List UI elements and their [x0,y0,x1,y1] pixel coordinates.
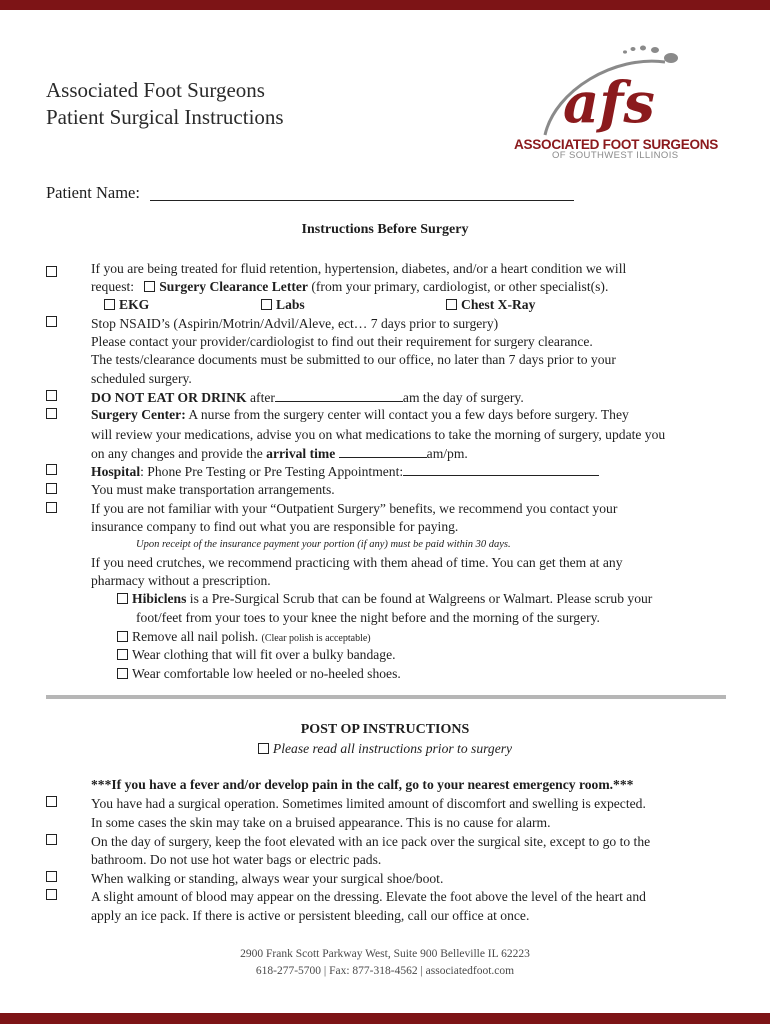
footer-contact: 618-277-5700 | Fax: 877-318-4562 | associatedfoot.com [255,965,515,977]
instruction-text: You have had a surgical operation. Sometimes limited amount of discomfort and swelling is expected. [91,796,646,811]
footer-address: 2900 Frank Scott Parkway West, Suite 900 Belleville IL 62223 [240,948,530,960]
test-checkbox-row: EKG [104,297,149,313]
section-divider [46,695,726,699]
patient-name-label: Patient Name: [46,183,140,202]
instruction-text: When walking or standing, always wear your surgical shoe/boot. [91,871,444,886]
logo-company-subtitle: OF SOUTHWEST ILLINOIS [552,150,679,161]
checkbox-shoes[interactable] [117,668,128,679]
instruction-text: on any changes and provide the arrival time am/pm. [91,446,468,461]
arrival-time-field[interactable] [339,445,427,458]
insurance-payment-note: Upon receipt of the insurance payment your portion (if any) must be paid within 30 days. [136,539,511,550]
checkbox-surgical-shoe[interactable] [46,871,57,882]
checkbox-hospital[interactable] [46,464,57,475]
checkbox-chest-xray[interactable] [446,299,457,310]
instruction-text: apply an ice pack. If there is active or persistent bleeding, call our office at once. [91,908,530,923]
instruction-text: Wear comfortable low heeled or no-heeled shoes. [117,666,401,682]
checkbox-clearance-letter[interactable] [144,281,155,292]
section-heading-post-op: POST OP INSTRUCTIONS [300,722,470,737]
checkbox-read-instructions[interactable] [258,743,269,754]
checkbox-ekg[interactable] [104,299,115,310]
checkbox-bleeding[interactable] [46,889,57,900]
instruction-text: On the day of surgery, keep the foot elevated with an ice pack over the surgical site, except to go to the [91,834,651,849]
instruction-text: A slight amount of blood may appear on the dressing. Elevate the foot above the level of the heart and [91,889,646,904]
instruction-text: will review your medications, advise you on what medications to take the morning of surgery, update you [91,427,666,442]
instruction-text: You must make transportation arrangements. [91,482,335,497]
checkbox-surgery-center[interactable] [46,408,57,419]
instruction-text: Hibiclens is a Pre-Surgical Scrub that can be found at Walgreens or Walmart. Please scrub your [117,591,652,607]
checkbox-clothing[interactable] [117,649,128,660]
checkbox-nail-polish[interactable] [117,631,128,642]
instruction-text: DO NOT EAT OR DRINK after am the day of surgery. [91,390,524,405]
document-title-line1: Associated Foot Surgeons [46,78,265,102]
instruction-text: request: Surgery Clearance Letter (from your primary, cardiologist, or other specialist(s). [91,279,609,294]
emergency-warning: ***If you have a fever and/or develop pain in the calf, go to your nearest emergency room.*** [91,777,634,792]
instruction-text: Please contact your provider/cardiologist to find out their requirement for surgery clearance. [91,334,593,349]
instruction-text: bathroom. Do not use hot water bags or electric pads. [91,852,382,867]
checkbox-hibiclens[interactable] [117,593,128,604]
pretesting-appointment-field[interactable] [403,463,599,476]
instruction-text: If you are being treated for fluid retention, hypertension, diabetes, and/or a heart condition we will [91,261,627,276]
instruction-text: Remove all nail polish. (Clear polish is acceptable) [117,629,371,647]
instruction-text: If you need crutches, we recommend practicing with them ahead of time. You can get them at any [91,555,623,570]
checkbox-outpatient-benefits[interactable] [46,502,57,513]
checkbox-transportation[interactable] [46,483,57,494]
instruction-text: scheduled surgery. [91,371,192,386]
instruction-text: foot/feet from your toes to your knee the night before and the morning of the surgery. [136,610,600,625]
instruction-text: Stop NSAID’s (Aspirin/Motrin/Advil/Aleve, ect… 7 days prior to surgery) [91,316,499,331]
eat-drink-time-field[interactable] [275,389,403,402]
instruction-text: insurance company to find out what you are responsible for paying. [91,519,459,534]
checkbox-elevate-foot[interactable] [46,834,57,845]
instruction-text: If you are not familiar with your “Outpatient Surgery” benefits, we recommend you contact your [91,501,618,516]
bottom-border-bar [0,1013,770,1024]
top-border-bar [0,0,770,10]
checkbox-no-eat-drink[interactable] [46,390,57,401]
section-heading-before-surgery: Instructions Before Surgery [301,222,469,237]
instruction-text: pharmacy without a prescription. [91,573,271,588]
logo-monogram: afs [563,70,655,136]
checkbox-discomfort[interactable] [46,796,57,807]
instruction-text: Hospital: Phone Pre Testing or Pre Testing Appointment: [91,463,599,480]
instruction-text: The tests/clearance documents must be submitted to our office, no later than 7 days prior to your [91,352,616,367]
test-checkbox-row: Chest X-Ray [446,297,535,313]
logo-company-name: ASSOCIATED FOOT SURGEONS [514,137,719,152]
checkbox-heart-condition[interactable] [46,266,57,277]
instruction-text: Wear clothing that will fit over a bulky bandage. [117,647,396,663]
instruction-text: In some cases the skin may take on a bruised appearance. This is no cause for alarm. [91,815,551,830]
checkbox-labs[interactable] [261,299,272,310]
post-op-note: Please read all instructions prior to surgery [0,741,770,757]
instruction-text: Surgery Center: A nurse from the surgery center will contact you a few days before surgery. They [91,407,629,422]
test-checkbox-row: Labs [261,297,305,313]
document-title-line2: Patient Surgical Instructions [46,105,284,129]
patient-name-field[interactable] [150,200,574,201]
checkbox-stop-nsaids[interactable] [46,316,57,327]
